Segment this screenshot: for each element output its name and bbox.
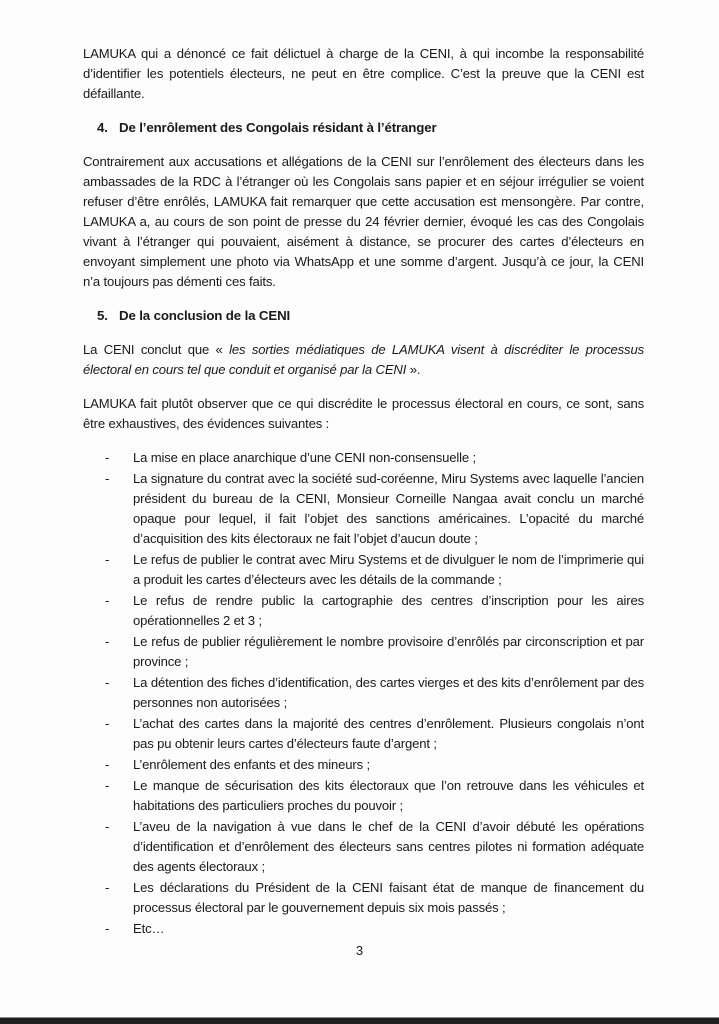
quote-italic-text: les sorties médiatiques de LAMUKA visent à discréditer le processus électoral en cours tel que conduit et organisé par la CENI: [83, 342, 644, 377]
dash-bullet: -: [105, 634, 110, 649]
list-item-text: La signature du contrat avec la société sud-coréenne, Miru Systems avec laquelle l’ancien président du bureau de la CENI, Monsieur Corneille Nangaa avait conclu un marché opaque pour lequel, il fait l’objet des sanctions américaines. L’opacité du marché d’acquisition des kits électoraux ne fait l’objet d’aucun doute ;: [133, 471, 644, 546]
list-item: [83, 919, 644, 939]
quote-tail: ».: [406, 362, 421, 377]
list-item: [83, 448, 644, 468]
evidence-list: [83, 448, 644, 939]
document-page: [83, 44, 644, 940]
list-item-text: Le refus de publier régulièrement le nombre provisoire d’enrôlés par circonscription et par province ;: [133, 634, 644, 669]
list-item: [83, 632, 644, 672]
list-item: [83, 714, 644, 754]
intro-paragraph: LAMUKA qui a dénoncé ce fait délictuel à charge de la CENI, à qui incombe la responsabilité d’identifier les potentiels électeurs, ne peut en être complice. C’est la preuve que la CENI est défaillante.: [83, 46, 644, 101]
list-item-text: L’enrôlement des enfants et des mineurs ;: [133, 757, 370, 772]
list-item: [83, 469, 644, 549]
section-5-heading: [97, 306, 644, 326]
list-item: [83, 550, 644, 590]
list-item-text: La mise en place anarchique d’une CENI non-consensuelle ;: [133, 450, 477, 465]
list-item: [83, 878, 644, 918]
list-item-text: L’achat des cartes dans la majorité des centres d’enrôlement. Plusieurs congolais n’ont pas pu obtenir leurs cartes d’électeurs faute d’argent ;: [133, 716, 644, 751]
list-item: [83, 591, 644, 631]
section-4-title: De l’enrôlement des Congolais résidant à l’étranger: [119, 120, 437, 135]
list-item-text: Etc…: [133, 921, 165, 936]
list-item-text: Le refus de publier le contrat avec Miru Systems et de divulguer le nom de l’imprimerie qui a produit les cartes d’électeurs avec les détails de la commande ;: [133, 552, 644, 587]
dash-bullet: -: [105, 593, 110, 608]
dash-bullet: -: [105, 552, 110, 567]
list-item-text: La détention des fiches d’identification, des cartes vierges et des kits d’enrôlement par des personnes non autorisées ;: [133, 675, 644, 710]
section-4-paragraph: Contrairement aux accusations et allégations de la CENI sur l’enrôlement des électeurs dans les ambassades de la RDC à l’étranger où les Congolais sans papier et en séjour irrégulier se voient refuser d’être enrôlés, LAMUKA fait remarquer que cette accusation est mensongère. Par contre, LAMUKA a, au cours de son point de presse du 24 février dernier, évoqué les cas des Congolais vivant à l’étranger qui pouvaient, aisément à distance, se procurer des cartes d’électeurs en envoyant simplement une photo via WhatsApp et une somme d’argent. Jusqu’à ce jour, la CENI n’a toujours pas démenti ces faits.: [83, 154, 644, 289]
dash-bullet: -: [105, 471, 110, 486]
dash-bullet: -: [105, 675, 110, 690]
list-item: [83, 755, 644, 775]
dash-bullet: -: [105, 921, 110, 936]
section-5-number: 5.: [97, 308, 108, 323]
dash-bullet: -: [105, 778, 110, 793]
section-4-heading: [97, 118, 644, 138]
list-item-text: Le refus de rendre public la cartographie des centres d’inscription pour les aires opérationnelles 2 et 3 ;: [133, 593, 644, 628]
list-item-text: Le manque de sécurisation des kits électoraux que l’on retrouve dans les véhicules et habitations des particuliers proches du pouvoir ;: [133, 778, 644, 813]
list-item-text: Les déclarations du Président de la CENI faisant état de manque de financement du processus électoral par le gouvernement depuis six mois passés ;: [133, 880, 644, 915]
lamuka-observation-paragraph: LAMUKA fait plutôt observer que ce qui discrédite le processus électoral en cours, ce sont, sans être exhaustives, des évidences suivantes :: [83, 396, 644, 431]
quote-lead: La CENI conclut que «: [83, 342, 230, 357]
list-item-text: L’aveu de la navigation à vue dans le chef de la CENI d’avoir débuté les opérations d’identification et d’enrôlement des électeurs sans centres pilotes ni formation adéquate des agents électoraux ;: [133, 819, 644, 874]
ceni-conclusion-quote: [83, 340, 644, 380]
bottom-edge-bar: [0, 1017, 719, 1024]
list-item: [83, 776, 644, 816]
list-item: [83, 673, 644, 713]
section-4-number: 4.: [97, 120, 108, 135]
section-5-title: De la conclusion de la CENI: [119, 308, 291, 323]
dash-bullet: -: [105, 819, 110, 834]
dash-bullet: -: [105, 450, 110, 465]
dash-bullet: -: [105, 757, 110, 772]
dash-bullet: -: [105, 880, 110, 895]
dash-bullet: -: [105, 716, 110, 731]
list-item: [83, 817, 644, 877]
page-number: 3: [355, 943, 364, 958]
